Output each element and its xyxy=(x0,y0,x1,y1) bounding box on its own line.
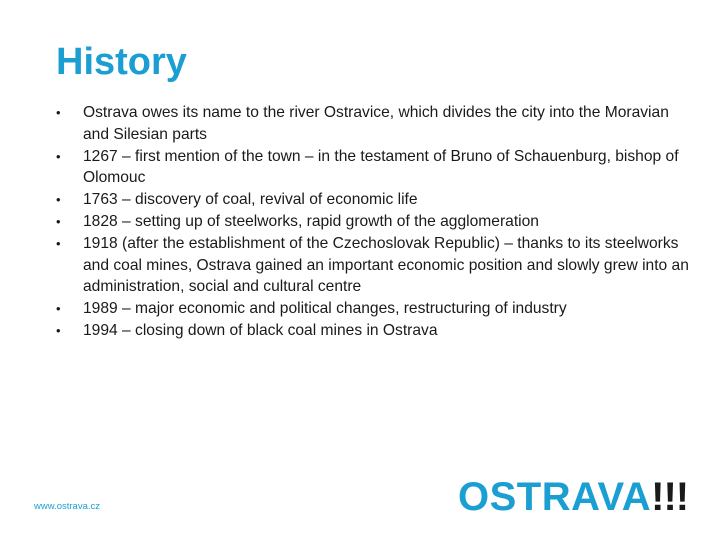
logo-wordmark: OSTRAVA xyxy=(458,475,652,519)
bullet-text: 1828 – setting up of steelworks, rapid growth of the agglomeration xyxy=(83,212,539,230)
bullet-icon: • xyxy=(56,301,61,317)
bullet-text: 1763 – discovery of coal, revival of economic life xyxy=(83,191,418,209)
bullet-item xyxy=(56,146,696,190)
bullet-item xyxy=(56,320,696,342)
bullet-item xyxy=(56,298,696,320)
bullet-icon: • xyxy=(56,322,61,338)
logo-exclamation-marks: !!! xyxy=(651,475,689,519)
bullet-text: 1267 – first mention of the town – in the testament of Bruno of Schauenburg, bishop of Olomouc xyxy=(83,147,679,187)
ostrava-logo xyxy=(458,477,688,517)
bullet-item xyxy=(56,233,696,298)
history-bullet-list xyxy=(56,102,696,342)
bullet-icon: • xyxy=(56,148,61,164)
bullet-text: 1994 – closing down of black coal mines in Ostrava xyxy=(83,321,438,339)
bullet-item xyxy=(56,189,696,211)
bullet-text: 1989 – major economic and political changes, restructuring of industry xyxy=(83,300,567,318)
slide-title: History xyxy=(56,41,187,83)
bullet-item xyxy=(56,211,696,233)
bullet-icon: • xyxy=(56,213,61,229)
bullet-icon: • xyxy=(56,235,61,251)
bullet-icon: • xyxy=(56,192,61,208)
bullet-text: Ostrava owes its name to the river Ostravice, which divides the city into the Moravian and Silesian parts xyxy=(83,104,669,143)
bullet-text: 1918 (after the establishment of the Czechoslovak Republic) – thanks to its steelworks and coal mines, Ostrava gained an important economic position and slowly grew into an administration, social and cultural centre xyxy=(83,234,689,296)
footer-website-url[interactable]: www.ostrava.cz xyxy=(34,501,100,512)
bullet-item xyxy=(56,102,696,146)
bullet-icon: • xyxy=(56,105,61,120)
